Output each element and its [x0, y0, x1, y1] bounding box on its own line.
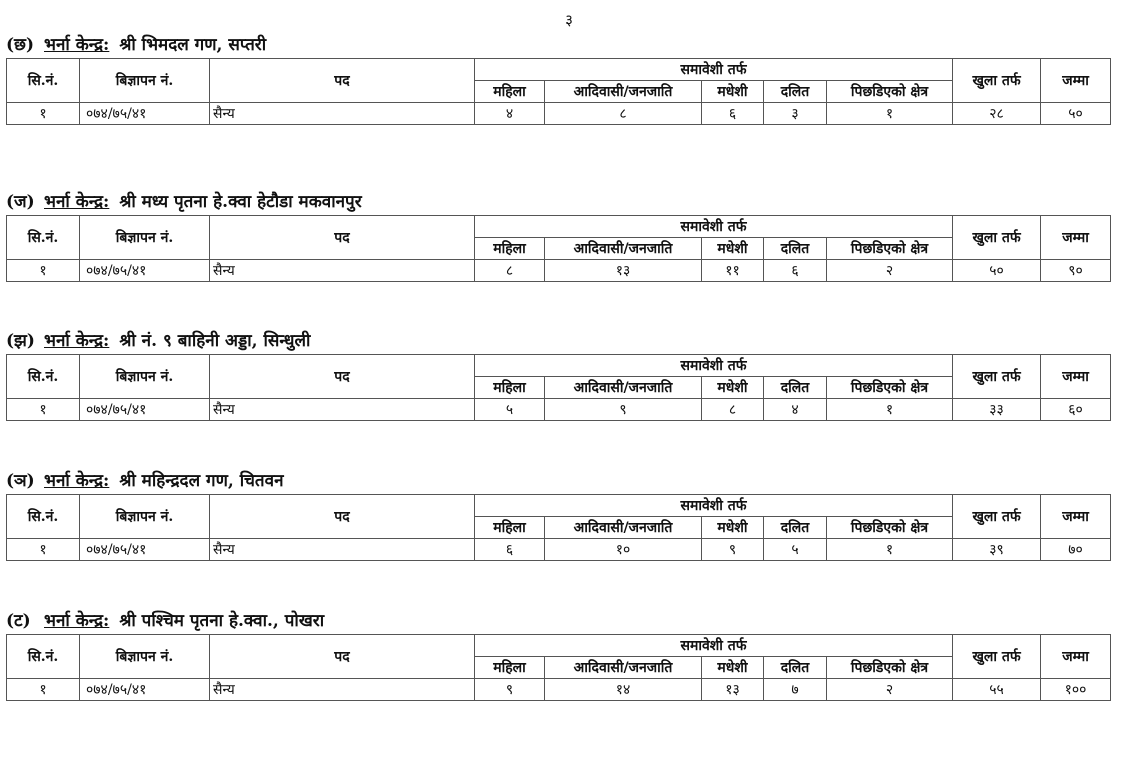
table-row [7, 539, 1111, 561]
header-total: जम्मा [1041, 216, 1111, 260]
header-serial: सि.नं. [7, 495, 80, 539]
header-backward: पिछडिएको क्षेत्र [827, 238, 953, 260]
recruitment-center-name: श्री नं. ९ बाहिनी अड्डा, सिन्धुली [119, 331, 311, 351]
section-prefix: (ट) [6, 611, 31, 631]
recruitment-table [6, 634, 1111, 701]
header-serial: सि.नं. [7, 355, 80, 399]
header-open: खुला तर्फ [953, 635, 1041, 679]
section-prefix: (झ) [6, 331, 35, 351]
recruitment-center-label: भर्ना केन्द्र: [44, 471, 110, 491]
header-madhesi: मधेशी [702, 657, 764, 679]
header-post: पद [210, 355, 475, 399]
header-post: पद [210, 216, 475, 260]
header-adivasi: आदिवासी/जनजाति [545, 377, 702, 399]
cell-backward: १ [827, 539, 953, 561]
header-backward: पिछडिएको क्षेत्र [827, 81, 953, 103]
cell-total: ५० [1041, 103, 1111, 125]
header-women: महिला [475, 517, 545, 539]
header-inclusive: समावेशी तर्फ [475, 59, 953, 81]
table-row [7, 679, 1111, 701]
recruitment-table [6, 354, 1111, 421]
cell-adivasi: १० [545, 539, 702, 561]
recruitment-center-label: भर्ना केन्द्र: [44, 331, 110, 351]
cell-open: ३३ [953, 399, 1041, 421]
header-dalit: दलित [764, 377, 827, 399]
header-madhesi: मधेशी [702, 377, 764, 399]
header-women: महिला [475, 377, 545, 399]
header-adivasi: आदिवासी/जनजाति [545, 517, 702, 539]
cell-madhesi: ११ [702, 260, 764, 282]
header-post: पद [210, 495, 475, 539]
recruitment-table [6, 58, 1111, 125]
header-women: महिला [475, 81, 545, 103]
recruitment-center-name: श्री भिमदल गण, सप्तरी [119, 35, 267, 55]
header-backward: पिछडिएको क्षेत्र [827, 657, 953, 679]
table-header-row [7, 216, 1111, 238]
cell-total: १०० [1041, 679, 1111, 701]
section-prefix: (ञ) [6, 471, 35, 491]
header-inclusive: समावेशी तर्फ [475, 216, 953, 238]
cell-serial: १ [7, 260, 80, 282]
section-heading [6, 470, 284, 494]
recruitment-table [6, 215, 1111, 282]
header-total: जम्मा [1041, 635, 1111, 679]
table-header-row [7, 355, 1111, 377]
cell-post: सैन्य [210, 399, 475, 421]
cell-backward: २ [827, 679, 953, 701]
header-serial: सि.नं. [7, 59, 80, 103]
cell-backward: १ [827, 399, 953, 421]
cell-total: ७० [1041, 539, 1111, 561]
cell-total: ६० [1041, 399, 1111, 421]
header-advertisement: बिज्ञापन नं. [80, 59, 210, 103]
header-inclusive: समावेशी तर्फ [475, 355, 953, 377]
cell-advertisement: ०७४/७५/४१ [80, 260, 210, 282]
table-row [7, 103, 1111, 125]
table-header-row [7, 495, 1111, 517]
header-total: जम्मा [1041, 495, 1111, 539]
header-dalit: दलित [764, 238, 827, 260]
header-serial: सि.नं. [7, 635, 80, 679]
cell-advertisement: ०७४/७५/४१ [80, 539, 210, 561]
cell-post: सैन्य [210, 260, 475, 282]
cell-post: सैन्य [210, 679, 475, 701]
recruitment-center-name: श्री पश्चिम पृतना हे.क्वा., पोखरा [119, 611, 325, 631]
table-header-row [7, 59, 1111, 81]
cell-women: ६ [475, 539, 545, 561]
cell-dalit: ४ [764, 399, 827, 421]
header-inclusive: समावेशी तर्फ [475, 495, 953, 517]
cell-women: ५ [475, 399, 545, 421]
header-advertisement: बिज्ञापन नं. [80, 635, 210, 679]
cell-serial: १ [7, 539, 80, 561]
cell-madhesi: १३ [702, 679, 764, 701]
header-dalit: दलित [764, 657, 827, 679]
header-adivasi: आदिवासी/जनजाति [545, 238, 702, 260]
section-heading [6, 34, 266, 58]
section-heading [6, 191, 362, 215]
header-dalit: दलित [764, 81, 827, 103]
cell-madhesi: ८ [702, 399, 764, 421]
cell-serial: १ [7, 103, 80, 125]
cell-serial: १ [7, 399, 80, 421]
cell-post: सैन्य [210, 539, 475, 561]
cell-advertisement: ०७४/७५/४१ [80, 103, 210, 125]
cell-backward: १ [827, 103, 953, 125]
header-backward: पिछडिएको क्षेत्र [827, 377, 953, 399]
header-total: जम्मा [1041, 355, 1111, 399]
recruitment-center-label: भर्ना केन्द्र: [44, 35, 110, 55]
cell-open: ५५ [953, 679, 1041, 701]
section-heading [6, 610, 324, 634]
header-dalit: दलित [764, 517, 827, 539]
table-row [7, 260, 1111, 282]
header-open: खुला तर्फ [953, 355, 1041, 399]
header-backward: पिछडिएको क्षेत्र [827, 517, 953, 539]
header-post: पद [210, 59, 475, 103]
cell-dalit: ६ [764, 260, 827, 282]
header-madhesi: मधेशी [702, 81, 764, 103]
header-advertisement: बिज्ञापन नं. [80, 495, 210, 539]
table-header-row [7, 635, 1111, 657]
recruitment-table [6, 494, 1111, 561]
cell-open: ३९ [953, 539, 1041, 561]
header-post: पद [210, 635, 475, 679]
cell-post: सैन्य [210, 103, 475, 125]
cell-advertisement: ०७४/७५/४१ [80, 679, 210, 701]
header-women: महिला [475, 238, 545, 260]
cell-women: ९ [475, 679, 545, 701]
section-prefix: (छ) [6, 35, 35, 55]
cell-women: ४ [475, 103, 545, 125]
cell-adivasi: ८ [545, 103, 702, 125]
header-adivasi: आदिवासी/जनजाति [545, 81, 702, 103]
header-total: जम्मा [1041, 59, 1111, 103]
header-advertisement: बिज्ञापन नं. [80, 216, 210, 260]
recruitment-center-name: श्री महिन्द्रदल गण, चितवन [119, 471, 284, 491]
recruitment-center-label: भर्ना केन्द्र: [44, 611, 110, 631]
cell-open: ५० [953, 260, 1041, 282]
cell-serial: १ [7, 679, 80, 701]
cell-adivasi: ९ [545, 399, 702, 421]
header-open: खुला तर्फ [953, 216, 1041, 260]
header-serial: सि.नं. [7, 216, 80, 260]
header-madhesi: मधेशी [702, 238, 764, 260]
header-open: खुला तर्फ [953, 59, 1041, 103]
header-open: खुला तर्फ [953, 495, 1041, 539]
section-heading [6, 330, 310, 354]
cell-advertisement: ०७४/७५/४१ [80, 399, 210, 421]
header-inclusive: समावेशी तर्फ [475, 635, 953, 657]
page-number: ३ [565, 11, 573, 29]
recruitment-center-name: श्री मध्य पृतना हे.क्वा हेटौडा मकवानपुर [119, 192, 362, 212]
header-adivasi: आदिवासी/जनजाति [545, 657, 702, 679]
table-row [7, 399, 1111, 421]
cell-total: ९० [1041, 260, 1111, 282]
header-women: महिला [475, 657, 545, 679]
cell-madhesi: ६ [702, 103, 764, 125]
header-madhesi: मधेशी [702, 517, 764, 539]
header-advertisement: बिज्ञापन नं. [80, 355, 210, 399]
cell-open: २८ [953, 103, 1041, 125]
cell-backward: २ [827, 260, 953, 282]
section-prefix: (ज) [6, 192, 35, 212]
cell-dalit: ५ [764, 539, 827, 561]
cell-adivasi: १४ [545, 679, 702, 701]
cell-madhesi: ९ [702, 539, 764, 561]
cell-women: ८ [475, 260, 545, 282]
cell-dalit: ७ [764, 679, 827, 701]
recruitment-center-label: भर्ना केन्द्र: [44, 192, 110, 212]
cell-dalit: ३ [764, 103, 827, 125]
cell-adivasi: १३ [545, 260, 702, 282]
